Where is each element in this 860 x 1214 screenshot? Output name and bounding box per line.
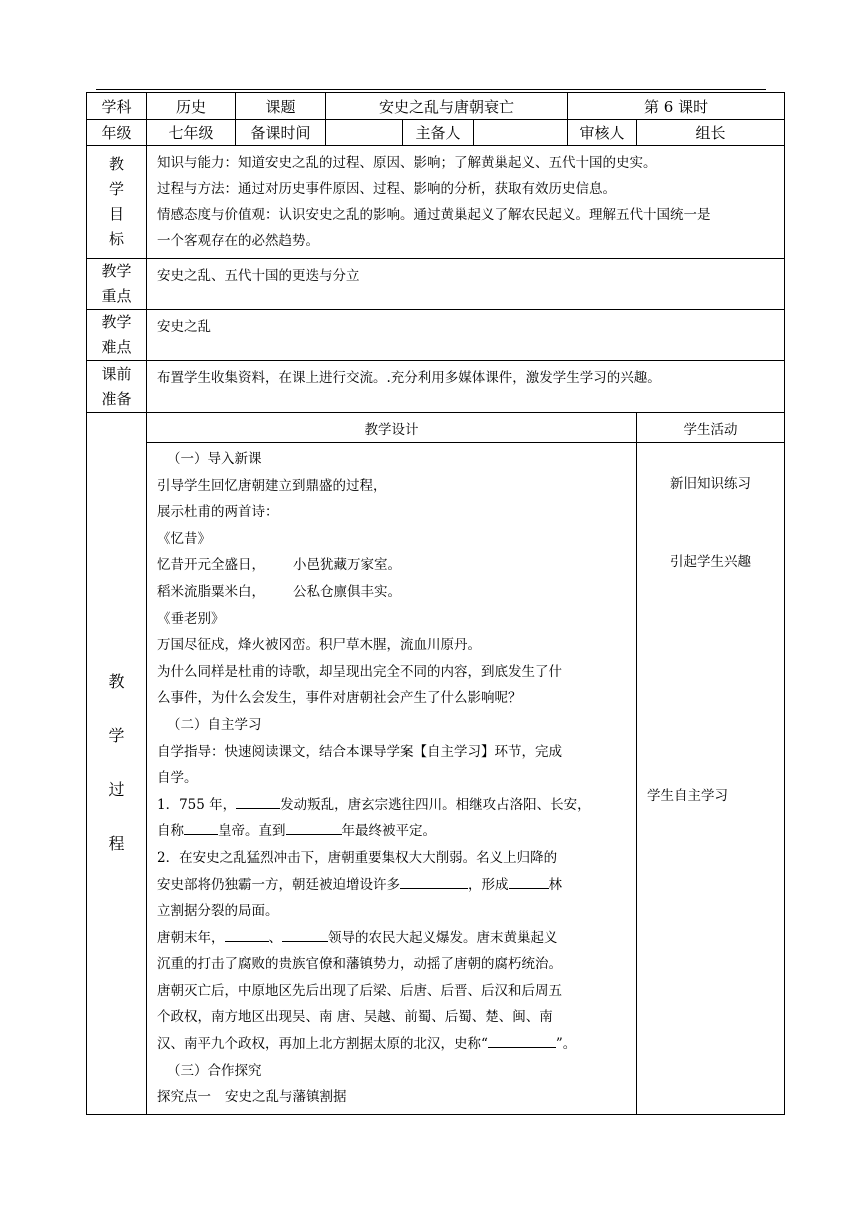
process-body-row — [87, 443, 785, 1115]
fill-blank-line: 自称 皇帝。直到 年最终被平定。 — [157, 818, 626, 845]
goals-row — [87, 146, 785, 259]
section-cooperate-heading: （三）合作探究 — [167, 1062, 262, 1079]
poem-line: 万国尽征戍，烽火被冈峦。积尸草木腥，流血川原丹。 — [157, 637, 481, 654]
prep-time-value — [326, 120, 403, 146]
fill-blank-line: 安史部将仍独霸一方，朝廷被迫增设许多 ，形成 林 — [157, 872, 626, 899]
design-line: 2．在安史之乱猛烈冲击下，唐朝重要集权大大削弱。名义上归降的 — [157, 849, 558, 866]
header-row-2 — [87, 120, 785, 146]
activity-interest: 引起学生兴趣 — [670, 554, 752, 570]
difficulties-text: 安史之乱 — [147, 310, 785, 361]
difficulties-label: 教学 难点 — [87, 310, 147, 361]
blank — [236, 794, 280, 809]
topic-label: 课题 — [236, 93, 326, 120]
prep-time-label: 备课时间 — [236, 120, 326, 146]
student-activities-content — [637, 443, 785, 1115]
difficulties-row — [87, 310, 785, 361]
design-line: 引导学生回忆唐朝建立到鼎盛的过程， — [157, 477, 387, 494]
blank — [509, 874, 549, 889]
design-line: 探究点一 安史之乱与藩镇割据 — [157, 1089, 347, 1106]
fill-blank-line: 汉、南平九个政权，再加上北方割据太原的北汉，史称“ ”。 — [157, 1031, 626, 1058]
design-header: 教学设计 — [147, 413, 637, 443]
subject-value: 历史 — [147, 93, 236, 120]
process-header-row — [87, 413, 785, 443]
blank — [282, 927, 328, 942]
goal-knowledge: 知识与能力：知道安史之乱的过程、原因、影响；了解黄巢起义、五代十国的史实。 — [157, 155, 657, 171]
grade-value: 七年级 — [147, 120, 236, 146]
goal-attitude-cont: 一个客观存在的必然趋势。 — [157, 233, 319, 249]
header-rule — [96, 89, 766, 90]
reviewer-value: 组长 — [637, 120, 785, 146]
poem-line: 忆昔开元全盛日， 小邑犹藏万家室。 — [157, 557, 401, 574]
blank — [225, 927, 269, 942]
blank — [400, 874, 468, 889]
blank — [488, 1033, 556, 1048]
preparation-row — [87, 361, 785, 413]
lesson-number: 第 6 课时 — [568, 93, 785, 120]
fill-blank-line: 唐朝末年， 、 领导的农民大起义爆发。唐末黄巢起义 — [157, 925, 626, 952]
design-line: 么事件，为什么会发生，事件对唐朝社会产生了什么影响呢？ — [157, 690, 522, 707]
reviewer-label: 审核人 — [568, 120, 637, 146]
design-line: 自学。 — [157, 770, 198, 787]
goal-method: 过程与方法：通过对历史事件原因、过程、影响的分析，获取有效历史信息。 — [157, 181, 616, 197]
activity-header: 学生活动 — [637, 413, 785, 443]
lesson-plan-table — [86, 92, 785, 1115]
section-self-study-heading: （二）自主学习 — [167, 716, 262, 733]
goals-label: 教 学 目 标 — [87, 146, 147, 259]
design-line: 个政权，南方地区出现吴、南 唐、吴越、前蜀、后蜀、楚、闽、南 — [157, 1009, 553, 1026]
blank — [286, 820, 342, 835]
design-line: 展示杜甫的两首诗： — [157, 504, 279, 521]
poem-title: 《垂老别》 — [157, 610, 225, 627]
preparation-text: 布置学生收集资料，在课上进行交流。.充分利用多媒体课件，激发学生学习的兴趣。 — [147, 361, 785, 413]
activity-self-study: 学生自主学习 — [647, 788, 729, 804]
design-line: 沉重的打击了腐败的贵族官僚和藩镇势力，动摇了唐朝的腐朽统治。 — [157, 956, 562, 973]
design-line: 立割据分裂的局面。 — [157, 903, 279, 920]
design-line: 为什么同样是杜甫的诗歌，却呈现出完全不同的内容，到底发生了什 — [157, 663, 562, 680]
fill-blank-line: 1．755 年， 发动叛乱，唐玄宗逃往四川。相继攻占洛阳、长安， — [157, 792, 626, 819]
preparer-value — [474, 120, 568, 146]
poem-line: 稻米流脂粟米白， 公私仓廪俱丰实。 — [157, 583, 401, 600]
poem-title: 《忆昔》 — [157, 530, 211, 547]
subject-label: 学科 — [87, 93, 147, 120]
activity-review: 新旧知识练习 — [670, 476, 752, 492]
section-intro-heading: （一）导入新课 — [167, 451, 262, 467]
grade-label: 年级 — [87, 120, 147, 146]
goal-attitude: 情感态度与价值观：认识安史之乱的影响。通过黄巢起义了解农民起义。理解五代十国统一是 — [157, 207, 711, 223]
key-points-text: 安史之乱、五代十国的更迭与分立 — [147, 259, 785, 310]
process-label: 教 学 过 程 — [87, 413, 147, 1115]
teaching-design-content — [147, 443, 637, 1115]
key-points-row — [87, 259, 785, 310]
design-line: 唐朝灭亡后，中原地区先后出现了后梁、后唐、后晋、后汉和后周五 — [157, 982, 562, 999]
topic-value: 安史之乱与唐朝衰亡 — [326, 93, 568, 120]
design-line: 自学指导：快速阅读课文，结合本课导学案【自主学习】环节，完成 — [157, 743, 562, 760]
header-row-1 — [87, 93, 785, 120]
blank — [184, 820, 218, 835]
preparation-label: 课前 准备 — [87, 361, 147, 413]
key-points-label: 教学 重点 — [87, 259, 147, 310]
goals-content — [147, 146, 785, 259]
preparer-label: 主备人 — [403, 120, 474, 146]
